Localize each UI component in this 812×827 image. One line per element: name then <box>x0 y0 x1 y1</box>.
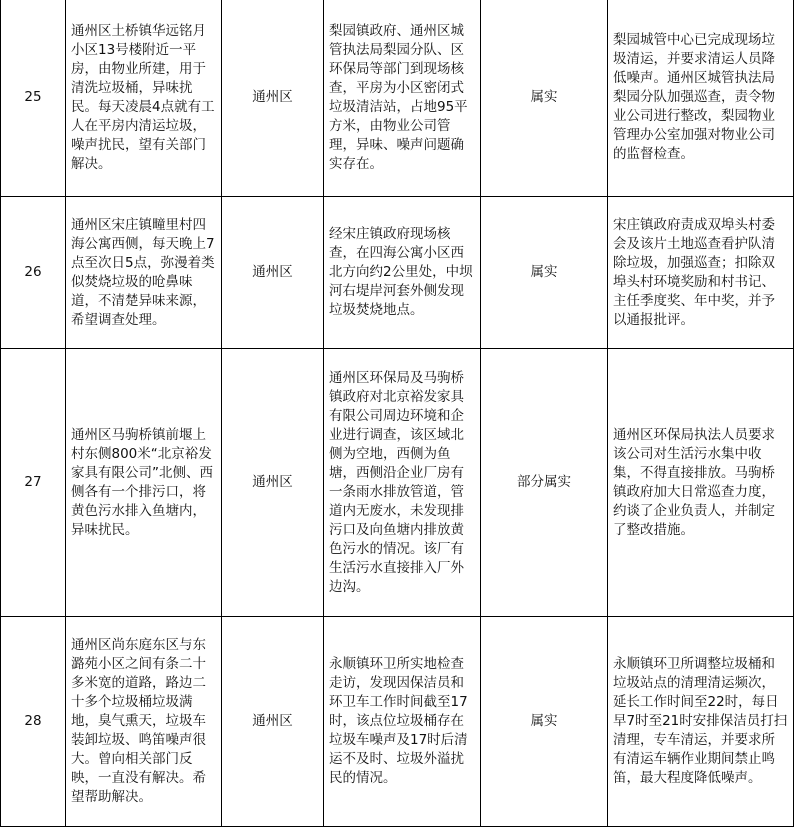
row-number: 27 <box>1 349 66 617</box>
row-number: 26 <box>1 197 66 349</box>
action-cell: 宋庄镇政府责成双埠头村委会及该片土地巡查看护队清除垃圾，加强巡查；扣除双埠头村环境奖励和村书记、主任季度奖、年中奖，并予以通报批评。 <box>608 197 794 349</box>
complaint-cell: 通州区马驹桥镇前堰上村东侧800米“北京裕发家具有限公司”北侧、西侧各有一个排污口，将黄色污水排入鱼塘内，异味扰民。 <box>66 349 222 617</box>
row-number: 25 <box>1 0 66 197</box>
district-cell: 通州区 <box>222 617 324 827</box>
district-cell: 通州区 <box>222 197 324 349</box>
investigation-cell: 梨园镇政府、通州区城管执法局梨园分队、区环保局等部门到现场核查，平房为小区密闭式垃圾清洁站，占地95平方米，由物业公司管理，异味、噪声问题确实存在。 <box>324 0 481 197</box>
action-cell: 永顺镇环卫所调整垃圾桶和垃圾站点的清理清运频次，延长工作时间至22时，每日早7时至21时安排保洁员打扫清理，专车清运，并要求所有清运车辆作业期间禁止鸣笛，最大程度降低噪声。 <box>608 617 794 827</box>
verdict-cell: 属实 <box>481 197 608 349</box>
row-number: 28 <box>1 617 66 827</box>
complaint-cell: 通州区土桥镇华远铭月小区13号楼附近一平房，由物业所建，用于清洗垃圾桶，异味扰民。每天凌晨4点就有工人在平房内清运垃圾，噪声扰民，望有关部门解决。 <box>66 0 222 197</box>
table-row <box>1 197 794 349</box>
action-cell: 梨园城管中心已完成现场垃圾清运，并要求清运人员降低噪声。通州区城管执法局梨园分队加强巡查，责令物业公司进行整改，梨园物业管理办公室加强对物业公司的监督检查。 <box>608 0 794 197</box>
investigation-cell: 通州区环保局及马驹桥镇政府对北京裕发家具有限公司周边环境和企业进行调查，该区域北侧为空地，西侧为鱼塘，西侧沿企业厂房有一条雨水排放管道，管道内无废水，未发现排污口及向鱼塘内排放黄色污水的情况。该厂有生活污水直接排入厂外边沟。 <box>324 349 481 617</box>
investigation-cell: 经宋庄镇政府现场核查，在四海公寓小区西北方向约2公里处，中坝河右堤岸河套外侧发现垃圾焚烧地点。 <box>324 197 481 349</box>
verdict-cell: 部分属实 <box>481 349 608 617</box>
table-row <box>1 617 794 827</box>
action-cell: 通州区环保局执法人员要求该公司对生活污水集中收集，不得直接排放。马驹桥镇政府加大日常巡查力度，约谈了企业负责人，并制定了整改措施。 <box>608 349 794 617</box>
table-row <box>1 0 794 197</box>
district-cell: 通州区 <box>222 0 324 197</box>
verdict-cell: 属实 <box>481 617 608 827</box>
investigation-cell: 永顺镇环卫所实地检查走访，发现因保洁员和环卫车工作时间截至17时，该点位垃圾桶存在垃圾车噪声及17时后清运不及时、垃圾外溢扰民的情况。 <box>324 617 481 827</box>
table-row <box>1 349 794 617</box>
complaint-cell: 通州区宋庄镇疃里村四海公寓西侧，每天晚上7点至次日5点，弥漫着类似焚烧垃圾的呛鼻味道，不清楚异味来源，希望调查处理。 <box>66 197 222 349</box>
verdict-cell: 属实 <box>481 0 608 197</box>
district-cell: 通州区 <box>222 349 324 617</box>
complaint-cell: 通州区尚东庭东区与东潞苑小区之间有条二十多米宽的道路，路边二十多个垃圾桶垃圾满地，臭气熏天，垃圾车装卸垃圾、鸣笛噪声很大。曾向相关部门反映，一直没有解决。希望帮助解决。 <box>66 617 222 827</box>
